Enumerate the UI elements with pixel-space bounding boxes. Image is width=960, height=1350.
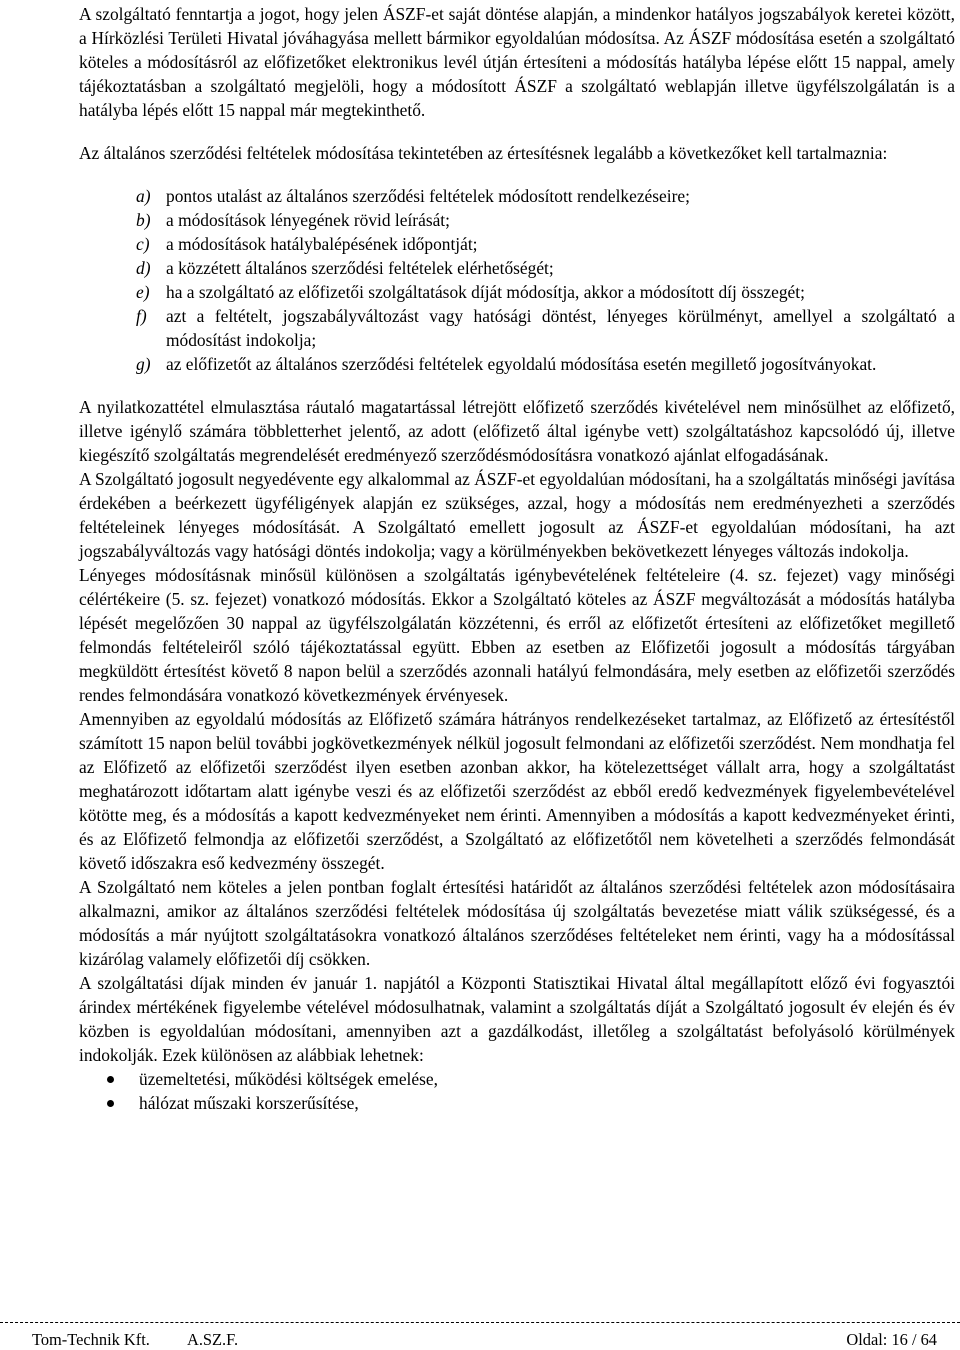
list-item	[79, 232, 955, 256]
list-item-label: f)	[136, 306, 147, 326]
list-item-label: c)	[136, 234, 150, 254]
list-item-label: d)	[136, 258, 151, 278]
list-item-text: a közzétett általános szerződési feltételek elérhetőségét;	[166, 258, 554, 278]
paragraph-significant-modification: Lényeges módosításnak minősül különösen a szolgáltatás igénybevételének feltételeire (4. sz. fejezet) vagy minőségi célértékeire (5. sz. fejezet) vonatkozó módosítás. Ekkor a Szolgáltató köteles az ÁSZF megváltozását a módosítás hatályba lépését megelőzően 30 nappal az ügyfélszolgálatán közzétenni, és erről az előfizetőt értesíteni az előfizetőket megillető felmondás feltételeiről szóló tájékoztatással együtt. Ebben az esetben az Előfizetői jogosult a módosítás tárgyában megküldött értesítést követő 8 napon belül a szerződés azonnali hatályú felmondására, mely esetben az előfizetői szerződés rendes felmondására vonatkozó következmények érvényesek.	[79, 565, 955, 705]
list-item-text: a módosítások lényegének rövid leírását;	[166, 210, 450, 230]
fee-reasons-list	[79, 1067, 955, 1115]
paragraph-notification-exemption: A Szolgáltató nem köteles a jelen pontban foglalt értesítési határidőt az általános szerződési feltételek azon módosításaira alkalmazni, amikor az általános szerződési feltételek módosítása új szolgáltatás bevezetése miatt válik szükségessé, és a módosítás a már nyújtott szolgáltatásokra vonatkozó általános szerződéses feltételeket nem érinti, vagy ha a módosítással kizárólag valamely előfizetői díj csökken.	[79, 877, 955, 969]
list-item-text: azt a feltételt, jogszabályváltozást vagy hatósági döntést, lényeges körülményt, amellyel a szolgáltató a módosítást indokolja;	[166, 306, 955, 350]
list-item-label: e)	[136, 282, 150, 302]
list-item	[79, 208, 955, 232]
list-item-text: ha a szolgáltató az előfizetői szolgáltatások díját módosítja, akkor a módosított díj összegét;	[166, 282, 805, 302]
list-item	[79, 1091, 955, 1115]
paragraph-disadvantageous-modification: Amennyiben az egyoldalú módosítás az Előfizető számára hátrányos rendelkezéseket tartalmaz, az Előfizető az értesítéstől számított 15 napon belül további jogkövetkezmények nélkül jogosult felmondani az előfizetői szerződést. Nem mondhatja fel az Előfizető az előfizetői szerződést ilyen esetben azonban akkor, ha kötelezettséget vállalt arra, hogy a szolgáltatást meghatározott időtartam alatt igénybe veszi és az előfizetői szerződést az ebből eredő kedvezmények figyelembevételével kötötte meg, és a módosítás a kapott kedvezményeket nem érinti. Amennyiben a módosítás a kapott kedvezményeket érinti, és az Előfizető felmondja az előfizetői szerződést, a Szolgáltató az előfizetőtől nem követelheti a szerződés felmondását követő időszakra eső kedvezmény összegét.	[79, 709, 955, 873]
list-item-label: b)	[136, 210, 151, 230]
paragraph-notification-contents: Az általános szerződési feltételek módosítása tekintetében az értesítésnek legalább a következőket kell tartalmaznia:	[79, 143, 888, 163]
notification-requirements-list	[79, 184, 955, 376]
bullet-icon	[107, 1100, 114, 1107]
list-item-label: a)	[136, 186, 151, 206]
paragraph-modification-rights: A szolgáltató fenntartja a jogot, hogy jelen ÁSZF-et saját döntése alapján, a mindenkor hatályos jogszabályok keretei között, a Hírközlési Területi Hivatal jóváhagyása mellett bármikor egyoldalúan módosítsa. Az ÁSZF módosítása esetén a szolgáltató köteles a módosításról az előfizetőket elektronikus levél útján értesíteni a módosítás hatályba lépése előtt 15 nappal, amely tájékoztatásban a szolgáltató megjelöli, hogy a módosított ÁSZF a szolgáltató weblapján illetve ügyfélszolgálatán is a hatályba lépés előtt 15 nappal már megtekinthető.	[79, 4, 955, 120]
bullet-icon	[107, 1076, 114, 1083]
list-item-text: a módosítások hatálybalépésének időpontját;	[166, 234, 478, 254]
list-item-text: pontos utalást az általános szerződési feltételek módosított rendelkezéseire;	[166, 186, 690, 206]
paragraph-quarterly-modification: A Szolgáltató jogosult negyedévente egy alkalommal az ÁSZF-et egyoldalúan módosítani, ha a szolgáltatás minőségi javítása érdekében a beérkezett ügyféligények alapján ez szükséges, azzal, hogy a módosítás nem eredményezheti a szerződés feltételeinek lényeges módosítását. A Szolgáltató emellett jogosult az ÁSZF-et egyoldalúan módosítani, ha azt jogszabályváltozás vagy hatósági döntés indokolja; vagy a körülményekben bekövetkezett lényeges változás indokolja.	[79, 469, 955, 561]
list-item-text: az előfizetőt az általános szerződési feltételek egyoldalú módosítása esetén megillető jogosítványokat.	[166, 354, 877, 374]
list-item-label: g)	[136, 354, 151, 374]
paragraph-fee-adjustment: A szolgáltatási díjak minden év január 1. napjától a Központi Statisztikai Hivatal által megállapított előző évi fogyasztói árindex mértékének figyelembe vételével módosulhatnak, valamint a szolgáltatás díját a Szolgáltató jogosult év elején és év közben is egyoldalúan módosítani, amennyiben azt a gazdálkodást, illetőleg a szolgáltatást befolyásoló körülmények indokolják. Ezek különösen az alábbiak lehetnek:	[79, 973, 955, 1065]
list-item-text: hálózat műszaki korszerűsítése,	[139, 1093, 359, 1113]
paragraph-declaration-omission: A nyilatkozattétel elmulasztása ráutaló magatartással létrejött előfizető szerződés kivételével nem minősülhet az előfizető, illetve igénylő számára többletterhet jelentő, az adott (előfizető által igénybe vett) szolgáltatáshoz kapcsolódó új, illetve kiegészítő szolgáltatás megrendelését eredményező szerződésmódosításra vonatkozó ajánlat elfogadásának.	[79, 397, 955, 465]
footer-company: Tom-Technik Kft.	[32, 1330, 150, 1349]
list-item	[79, 280, 955, 304]
list-item	[79, 256, 955, 280]
footer-divider	[0, 1322, 960, 1323]
list-item-text: üzemeltetési, működési költségek emelése,	[139, 1069, 438, 1089]
footer-page-number: Oldal: 16 / 64	[846, 1330, 937, 1349]
list-item	[79, 1067, 955, 1091]
list-item	[79, 184, 955, 208]
list-item	[79, 304, 955, 352]
footer-document-name: A.SZ.F.	[187, 1330, 239, 1349]
document-page	[79, 0, 955, 1115]
list-item	[79, 352, 955, 376]
